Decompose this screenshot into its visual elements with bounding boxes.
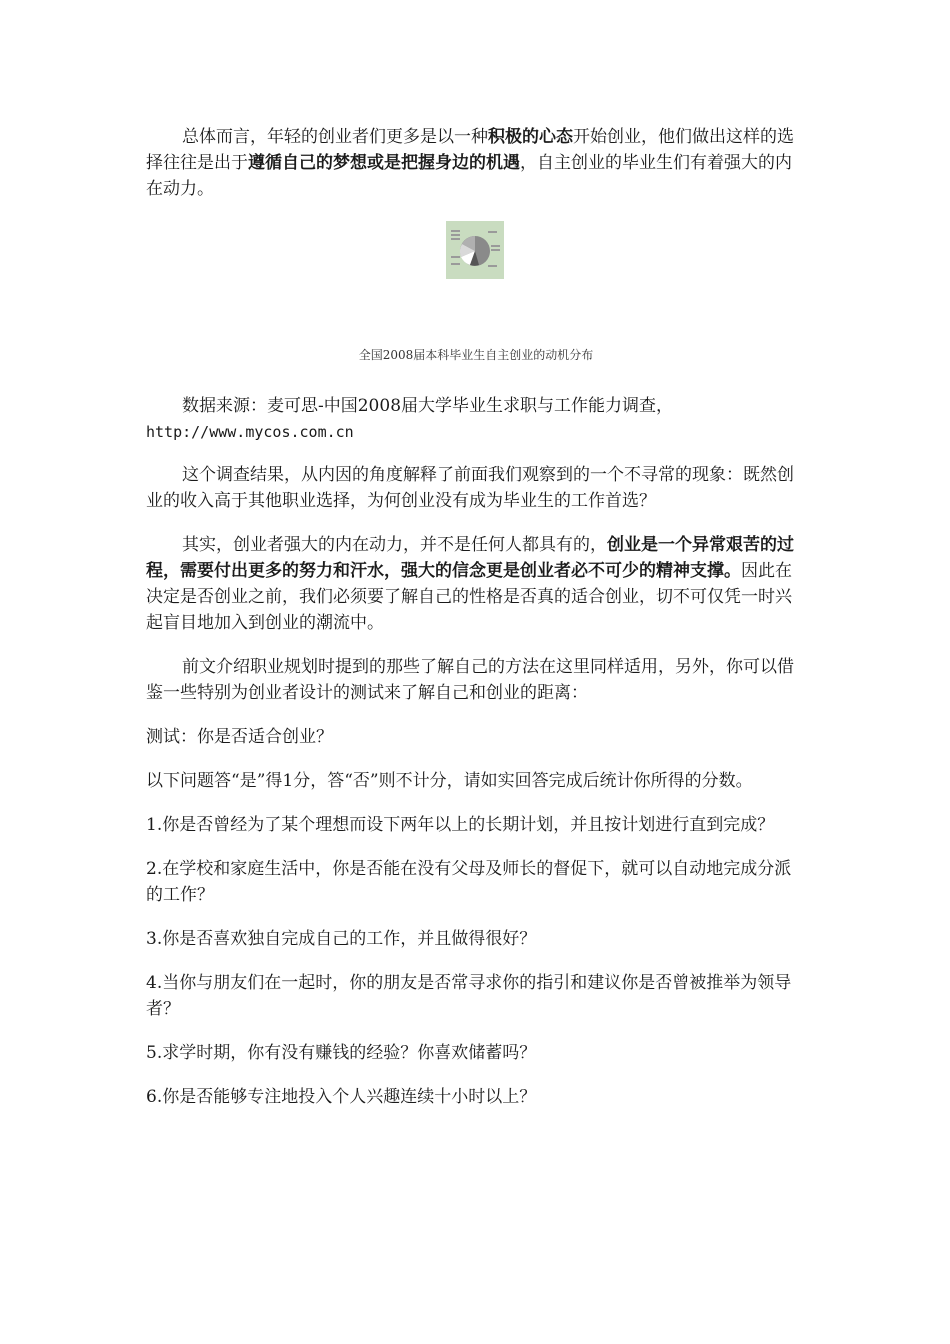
test-intro: 以下问题答“是”得1分，答“否”则不计分，请如实回答完成后统计你所得的分数。 [146, 771, 753, 791]
question-item: 1.你是否曾经为了某个理想而设下两年以上的长期计划，并且按计划进行直到完成？ [146, 815, 775, 835]
pie-chart-thumbnail [446, 221, 504, 279]
question-item: 6.你是否能够专注地投入个人兴趣连续十小时以上？ [146, 1087, 537, 1107]
test-title: 测试：你是否适合创业？ [146, 727, 333, 747]
p3-text-2: 因此在决定是否创业之前，我们必须要了解自己的性格是否真的适合创业，切不可仅凭一时兴起盲目地加入到创业的潮流中。 [146, 561, 792, 633]
source-url: http://www.mycos.com.cn [146, 423, 354, 441]
intro-bold-1: 积极的心态 [488, 127, 573, 147]
question-item: 3.你是否喜欢独自完成自己的工作，并且做得很好？ [146, 929, 537, 949]
question-item: 5.求学时期，你有没有赚钱的经验？你喜欢储蓄吗？ [146, 1043, 537, 1063]
intro-text-1: 总体而言，年轻的创业者们更多是以一种 [182, 127, 488, 147]
source-text: 数据来源：麦可思-中国2008届大学毕业生求职与工作能力调查， [182, 396, 674, 416]
source-paragraph [146, 393, 806, 445]
question-item: 4.当你与朋友们在一起时，你的朋友是否常寻求你的指引和建议你是否曾被推举为领导者？ [146, 973, 792, 1019]
pie-chart-graphic [446, 221, 504, 279]
paragraph-2: 这个调查结果，从内因的角度解释了前面我们观察到的一个不寻常的现象：既然创业的收入高于其他职业选择，为何创业没有成为毕业生的工作首选？ [146, 465, 794, 511]
paragraph-3 [146, 532, 806, 636]
body-content [146, 462, 806, 1128]
p3-text-1: 其实，创业者强大的内在动力，并不是任何人都具有的， [182, 535, 607, 555]
intro-text-3: ，自主创业的毕业生们有着强大的内在动力。 [146, 153, 792, 199]
question-item: 2.在学校和家庭生活中，你是否能在没有父母及师长的督促下，就可以自动地完成分派的工作？ [146, 859, 792, 905]
intro-bold-2: 遵循自己的梦想或是把握身边的机遇 [248, 153, 520, 173]
paragraph-4: 前文介绍职业规划时提到的那些了解自己的方法在这里同样适用，另外，你可以借鉴一些特别为创业者设计的测试来了解自己和创业的距离： [146, 657, 794, 703]
intro-text-2: 开始创业，他们做出这样的选择往往是出于 [146, 127, 794, 173]
intro-paragraph [146, 124, 806, 202]
p3-bold: 创业是一个异常艰苦的过程，需要付出更多的努力和汗水，强大的信念更是创业者必不可少的精神支撑。 [146, 535, 794, 581]
figure-caption: 全国2008届本科毕业生自主创业的动机分布 [358, 348, 594, 362]
